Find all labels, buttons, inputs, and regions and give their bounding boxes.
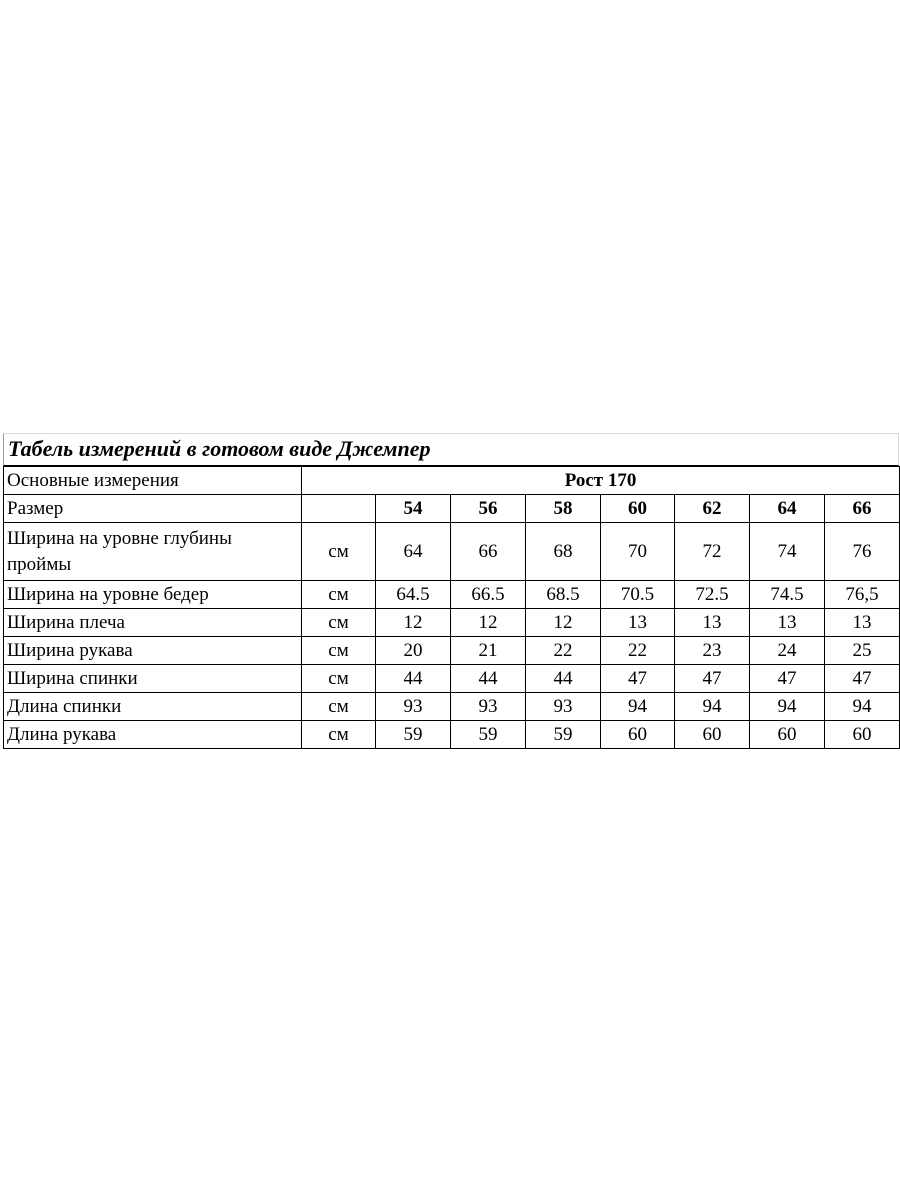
header-row-height: [4, 467, 900, 495]
measurement-label: Ширина плеча: [4, 609, 302, 637]
value-cell: 47: [825, 665, 900, 693]
unit-cell: см: [302, 665, 376, 693]
value-cell: 24: [750, 637, 825, 665]
unit-cell: см: [302, 609, 376, 637]
value-cell: 12: [526, 609, 601, 637]
value-cell: 44: [376, 665, 451, 693]
value-cell: 13: [675, 609, 750, 637]
size-header-cell: 56: [451, 495, 526, 523]
value-cell: 94: [750, 693, 825, 721]
measurement-label: Ширина рукава: [4, 637, 302, 665]
value-cell: 20: [376, 637, 451, 665]
value-cell: 66.5: [451, 581, 526, 609]
value-cell: 60: [750, 721, 825, 749]
value-cell: 59: [451, 721, 526, 749]
size-header-cell: 66: [825, 495, 900, 523]
value-cell: 70: [601, 523, 675, 581]
value-cell: 64.5: [376, 581, 451, 609]
size-header-cell: 60: [601, 495, 675, 523]
value-cell: 94: [825, 693, 900, 721]
value-cell: 76: [825, 523, 900, 581]
value-cell: 72: [675, 523, 750, 581]
value-cell: 22: [601, 637, 675, 665]
value-cell: 23: [675, 637, 750, 665]
table-row: [4, 721, 900, 749]
value-cell: 21: [451, 637, 526, 665]
unit-header-cell: [302, 495, 376, 523]
value-cell: 47: [750, 665, 825, 693]
value-cell: 44: [526, 665, 601, 693]
header-row-sizes: [4, 495, 900, 523]
measurement-label: Ширина спинки: [4, 665, 302, 693]
value-cell: 60: [601, 721, 675, 749]
value-cell: 66: [451, 523, 526, 581]
value-cell: 94: [601, 693, 675, 721]
value-cell: 12: [376, 609, 451, 637]
value-cell: 93: [376, 693, 451, 721]
table-row: [4, 665, 900, 693]
value-cell: 94: [675, 693, 750, 721]
measurement-label: Ширина на уровне бедер: [4, 581, 302, 609]
size-label: Размер: [4, 495, 302, 523]
size-header-cell: 54: [376, 495, 451, 523]
table-row: [4, 581, 900, 609]
value-cell: 70.5: [601, 581, 675, 609]
value-cell: 13: [825, 609, 900, 637]
value-cell: 60: [675, 721, 750, 749]
measurement-sheet: [3, 433, 899, 749]
value-cell: 13: [750, 609, 825, 637]
value-cell: 93: [451, 693, 526, 721]
unit-cell: см: [302, 721, 376, 749]
value-cell: 74.5: [750, 581, 825, 609]
measurement-label: Длина спинки: [4, 693, 302, 721]
table-row: [4, 693, 900, 721]
height-label: Рост 170: [302, 467, 900, 495]
value-cell: 93: [526, 693, 601, 721]
size-header-cell: 58: [526, 495, 601, 523]
value-cell: 47: [601, 665, 675, 693]
main-measurements-label: Основные измерения: [4, 467, 302, 495]
measurement-label: Длина рукава: [4, 721, 302, 749]
table-row: [4, 637, 900, 665]
measurement-table: [3, 466, 900, 749]
unit-cell: см: [302, 523, 376, 581]
value-cell: 47: [675, 665, 750, 693]
value-cell: 25: [825, 637, 900, 665]
measurement-label: Ширина на уровне глубины проймы: [4, 523, 302, 581]
value-cell: 59: [526, 721, 601, 749]
value-cell: 59: [376, 721, 451, 749]
value-cell: 76,5: [825, 581, 900, 609]
unit-cell: см: [302, 637, 376, 665]
value-cell: 74: [750, 523, 825, 581]
value-cell: 68: [526, 523, 601, 581]
value-cell: 72.5: [675, 581, 750, 609]
size-header-cell: 64: [750, 495, 825, 523]
table-row: [4, 523, 900, 581]
table-row: [4, 609, 900, 637]
value-cell: 60: [825, 721, 900, 749]
unit-cell: см: [302, 693, 376, 721]
table-title: Табель измерений в готовом виде Джемпер: [3, 433, 899, 466]
size-header-cell: 62: [675, 495, 750, 523]
value-cell: 12: [451, 609, 526, 637]
value-cell: 22: [526, 637, 601, 665]
value-cell: 44: [451, 665, 526, 693]
unit-cell: см: [302, 581, 376, 609]
value-cell: 13: [601, 609, 675, 637]
value-cell: 64: [376, 523, 451, 581]
value-cell: 68.5: [526, 581, 601, 609]
